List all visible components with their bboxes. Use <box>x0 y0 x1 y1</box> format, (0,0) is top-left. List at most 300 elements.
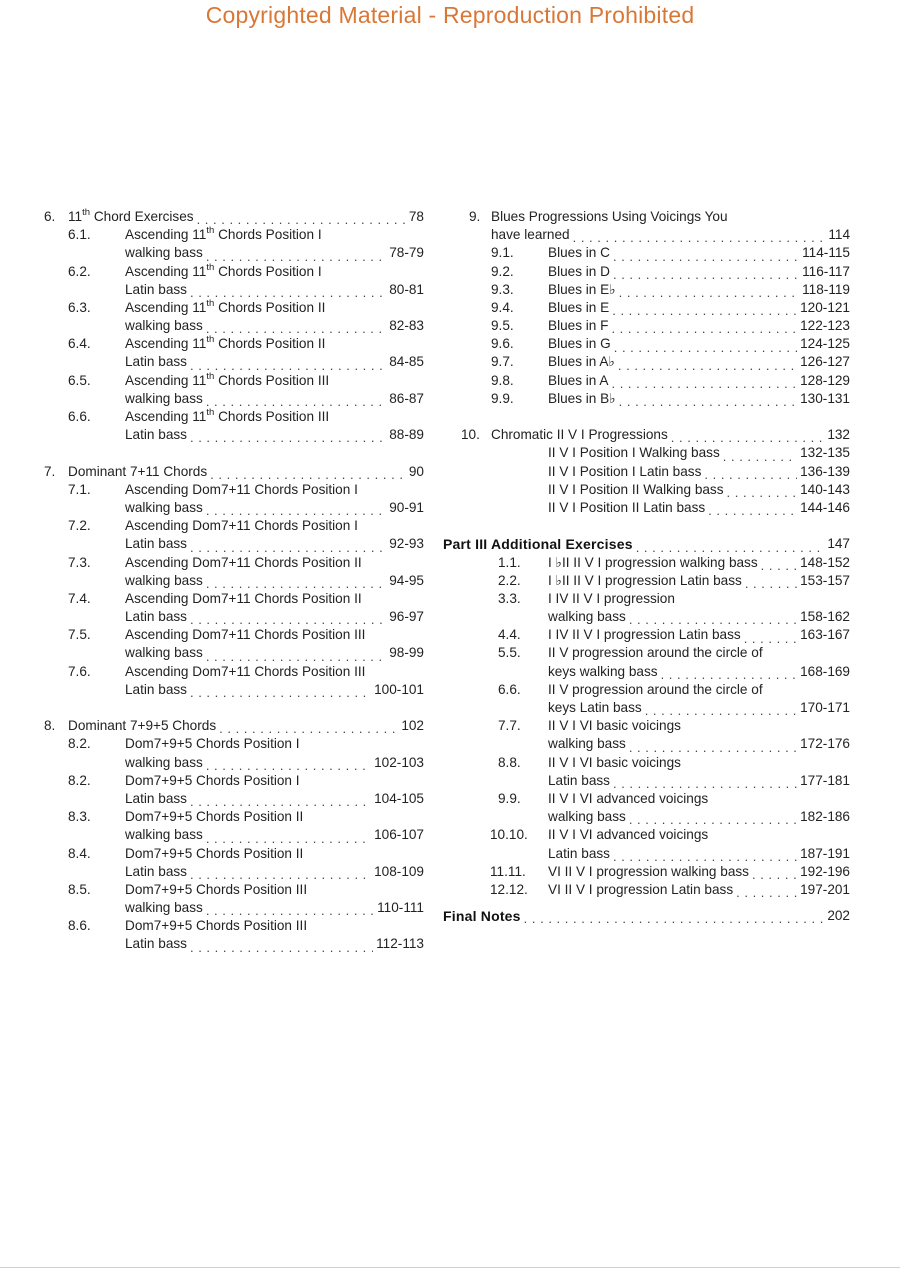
page-edge-line <box>0 1267 900 1268</box>
item-title: Ascending 11th Chords Position I <box>125 261 322 279</box>
item-title: Blues in A♭ <box>548 354 615 370</box>
dot-leader <box>614 342 797 354</box>
toc-exercise-12[interactable] <box>443 881 850 899</box>
toc-exercise-8-cont[interactable] <box>443 772 850 790</box>
toc-item-7-3[interactable] <box>44 554 424 572</box>
section-subtitle: have learned <box>491 227 570 243</box>
item-number: 10.10. <box>490 827 528 843</box>
dot-leader <box>197 214 406 226</box>
page-number: 118-119 <box>802 281 850 297</box>
page-number: 192-196 <box>800 863 850 879</box>
section-title: 11th Chord Exercises <box>68 206 194 224</box>
page-number: 90 <box>408 463 424 479</box>
dot-leader <box>661 669 798 681</box>
page-number: 177-181 <box>800 772 850 788</box>
item-number: 8.8. <box>498 754 521 770</box>
dot-leader <box>629 614 797 626</box>
item-title: I IV II V I progression Latin bass <box>548 627 741 643</box>
section-number: 6. <box>44 208 56 224</box>
item-title: Dom7+9+5 Chords Position III <box>125 918 308 934</box>
dot-leader <box>206 760 371 772</box>
toc-item-9-1[interactable] <box>443 244 850 262</box>
toc-item-7-2[interactable] <box>44 517 424 535</box>
item-title: Ascending 11th Chords Position III <box>125 407 330 425</box>
page-number: 96-97 <box>389 609 424 625</box>
section-number: 8. <box>44 718 56 734</box>
dot-leader <box>206 323 386 335</box>
dot-leader <box>190 869 371 881</box>
item-subtitle: walking bass <box>548 736 626 752</box>
item-subtitle: walking bass <box>548 809 626 825</box>
page-number: 94-95 <box>389 572 424 588</box>
item-title: Ascending 11th Chords Position III <box>125 370 330 388</box>
item-title: Ascending 11th Chords Position I <box>125 225 322 243</box>
dot-leader <box>629 814 797 826</box>
dot-leader <box>206 251 386 263</box>
item-subtitle: Latin bass <box>125 863 187 879</box>
toc-item-7-1-cont[interactable] <box>44 499 424 517</box>
item-subtitle: keys walking bass <box>548 663 658 679</box>
dot-leader <box>611 378 797 390</box>
item-title: Dom7+9+5 Chords Position II <box>125 845 304 861</box>
dot-leader <box>736 887 797 899</box>
dot-leader <box>744 633 797 645</box>
dot-leader <box>619 396 797 408</box>
dot-leader <box>612 305 797 317</box>
toc-exercise-10-cont[interactable] <box>443 845 850 863</box>
item-number: 7.6. <box>68 663 91 679</box>
item-title: II V I Position I Latin bass <box>548 463 702 479</box>
toc-exercise-8[interactable] <box>443 754 850 772</box>
toc-exercise-3-cont[interactable] <box>443 608 850 626</box>
dot-leader <box>745 578 797 590</box>
page-number: 112-113 <box>376 936 424 952</box>
dot-leader <box>206 651 386 663</box>
item-subtitle: walking bass <box>125 245 203 261</box>
page-number: 104-105 <box>374 790 424 806</box>
item-title: Ascending Dom7+11 Chords Position III <box>125 663 366 679</box>
page-number: 98-99 <box>389 645 424 661</box>
item-title: Blues in G <box>548 336 611 352</box>
page-number: 153-157 <box>800 572 850 588</box>
dot-leader <box>206 905 374 917</box>
item-subtitle: Latin bass <box>125 427 187 443</box>
item-subtitle: walking bass <box>125 900 203 916</box>
toc-part-3[interactable] <box>443 535 850 553</box>
page-number: 88-89 <box>389 427 424 443</box>
toc-item-9-5[interactable] <box>443 317 850 335</box>
item-number: 9.9. <box>498 790 521 806</box>
item-title: VI II V I progression walking bass <box>548 863 749 879</box>
page-number: 114-115 <box>802 245 850 261</box>
toc-item-6-5-cont[interactable] <box>44 390 424 408</box>
toc-item-7-5-cont[interactable] <box>44 645 424 663</box>
toc-exercise-11[interactable] <box>443 863 850 881</box>
item-title: II V I VI advanced voicings <box>548 790 709 806</box>
toc-item-9-4[interactable] <box>443 299 850 317</box>
toc-exercise-6[interactable] <box>443 681 850 699</box>
page-number: 170-171 <box>800 700 850 716</box>
toc-exercise-10[interactable] <box>443 826 850 844</box>
toc-item-6-3[interactable] <box>44 299 424 317</box>
dot-leader <box>190 796 371 808</box>
copyright-watermark: Copyrighted Material - Reproduction Prohibited <box>205 2 695 28</box>
item-number: 6.3. <box>68 299 91 315</box>
page-number: 132-135 <box>800 445 850 461</box>
page-number: 90-91 <box>389 499 424 515</box>
item-number: 8.2. <box>68 772 91 788</box>
item-title: Blues in B♭ <box>548 390 616 406</box>
toc-item-10-2[interactable] <box>443 463 850 481</box>
dot-leader <box>219 723 398 735</box>
dot-leader <box>629 742 797 754</box>
toc-item-7-3-cont[interactable] <box>44 572 424 590</box>
dot-leader <box>190 942 373 954</box>
toc-exercise-5[interactable] <box>443 645 850 663</box>
toc-exercise-9-cont[interactable] <box>443 808 850 826</box>
toc-item-6-4[interactable] <box>44 335 424 353</box>
toc-item-7-5[interactable] <box>44 626 424 644</box>
toc-item-7-1[interactable] <box>44 481 424 499</box>
item-title: Dom7+9+5 Chords Position I <box>125 736 300 752</box>
item-title: Blues in A <box>548 372 609 388</box>
item-number: 6.5. <box>68 372 91 388</box>
item-number: 8.6. <box>68 918 91 934</box>
item-number: 9.4. <box>491 299 514 315</box>
section-number: 9. <box>469 208 481 224</box>
item-number: 6.2. <box>68 263 91 279</box>
toc-exercise-2[interactable] <box>443 572 850 590</box>
item-number: 8.4. <box>68 845 91 861</box>
page-number: 92-93 <box>389 536 424 552</box>
dot-leader <box>206 578 386 590</box>
page-number: 82-83 <box>389 318 424 334</box>
dot-leader <box>613 269 799 281</box>
page-number: 80-81 <box>389 281 424 297</box>
item-number: 6.4. <box>68 336 91 352</box>
page-number: 132 <box>827 427 850 443</box>
item-title: I ♭II II V I progression walking bass <box>548 554 758 570</box>
item-subtitle: Latin bass <box>125 281 187 297</box>
item-title: Ascending 11th Chords Position II <box>125 297 326 315</box>
toc-exercise-6-cont[interactable] <box>443 699 850 717</box>
dot-leader <box>573 232 826 244</box>
toc-item-8-3[interactable] <box>44 808 424 826</box>
item-subtitle: walking bass <box>125 827 203 843</box>
dot-leader <box>611 323 797 335</box>
item-title: Ascending Dom7+11 Chords Position II <box>125 590 362 606</box>
toc-section-10[interactable] <box>443 426 850 444</box>
page-number: 130-131 <box>800 390 850 406</box>
toc-exercise-5-cont[interactable] <box>443 663 850 681</box>
toc-section-8[interactable] <box>44 717 424 735</box>
page-number: 136-139 <box>800 463 850 479</box>
page-number: 108-109 <box>374 863 424 879</box>
item-subtitle: Latin bass <box>125 536 187 552</box>
item-subtitle: walking bass <box>125 754 203 770</box>
dot-leader <box>524 913 825 925</box>
item-number: 8.3. <box>68 809 91 825</box>
toc-item-10-1[interactable] <box>443 444 850 462</box>
dot-leader <box>704 469 797 481</box>
toc-item-9-7[interactable] <box>443 354 850 372</box>
page-number: 168-169 <box>800 663 850 679</box>
dot-leader <box>708 505 797 517</box>
dot-leader <box>190 360 386 372</box>
page-number: 148-152 <box>800 554 850 570</box>
toc-item-6-2[interactable] <box>44 263 424 281</box>
toc-exercise-3[interactable] <box>443 590 850 608</box>
dot-leader <box>190 432 386 444</box>
page-number: 144-146 <box>800 499 850 515</box>
dot-leader <box>206 505 386 517</box>
item-number: 7.4. <box>68 590 91 606</box>
toc-item-8-3-cont[interactable] <box>44 826 424 844</box>
toc-item-8-b-cont[interactable] <box>44 790 424 808</box>
item-number: 5.5. <box>498 645 521 661</box>
toc-item-8-5[interactable] <box>44 881 424 899</box>
item-title: I ♭II II V I progression Latin bass <box>548 572 742 588</box>
toc-exercise-7-cont[interactable] <box>443 735 850 753</box>
section-title: Chromatic II V I Progressions <box>491 427 668 443</box>
toc-item-6-5[interactable] <box>44 372 424 390</box>
item-subtitle: walking bass <box>125 572 203 588</box>
item-subtitle: keys Latin bass <box>548 700 642 716</box>
page-number: 140-143 <box>800 481 850 497</box>
toc-item-8-4-cont[interactable] <box>44 863 424 881</box>
page-number: 100-101 <box>374 681 424 697</box>
item-number: 6.1. <box>68 227 91 243</box>
item-subtitle: walking bass <box>125 390 203 406</box>
item-subtitle: Latin bass <box>548 845 610 861</box>
toc-item-6-6[interactable] <box>44 408 424 426</box>
toc-right-column <box>443 208 850 925</box>
toc-item-7-2-cont[interactable] <box>44 535 424 553</box>
item-number: 9.8. <box>491 372 514 388</box>
page-number: 172-176 <box>800 736 850 752</box>
toc-item-6-2-cont[interactable] <box>44 281 424 299</box>
item-title: Ascending 11th Chords Position II <box>125 334 326 352</box>
toc-item-6-3-cont[interactable] <box>44 317 424 335</box>
toc-section-9[interactable] <box>443 208 850 226</box>
item-subtitle: Latin bass <box>125 609 187 625</box>
toc-section-6[interactable] <box>44 208 424 226</box>
item-title: Dom7+9+5 Chords Position I <box>125 772 300 788</box>
item-number: 9.1. <box>491 245 514 261</box>
item-title: Blues in D <box>548 263 610 279</box>
page-number: 116-117 <box>802 263 850 279</box>
item-title: II V I Position II Walking bass <box>548 481 724 497</box>
section-title: Blues Progressions Using Voicings You <box>491 208 728 224</box>
item-number: 11.11. <box>490 863 526 879</box>
toc-section-7[interactable] <box>44 463 424 481</box>
item-title: Dom7+9+5 Chords Position II <box>125 809 304 825</box>
item-number: 2.2. <box>498 572 521 588</box>
item-number: 1.1. <box>498 554 521 570</box>
page-number: 84-85 <box>389 354 424 370</box>
page-number: 128-129 <box>800 372 850 388</box>
toc-final-notes[interactable] <box>443 907 850 925</box>
toc-exercise-4[interactable] <box>443 626 850 644</box>
dot-leader <box>671 432 825 444</box>
toc-item-7-6[interactable] <box>44 663 424 681</box>
toc-exercise-1[interactable] <box>443 554 850 572</box>
item-number: 9.9. <box>491 390 514 406</box>
toc-item-8-a-cont[interactable] <box>44 754 424 772</box>
toc-item-7-6-cont[interactable] <box>44 681 424 699</box>
item-title: II V progression around the circle of <box>548 681 763 697</box>
toc-item-8-6[interactable] <box>44 917 424 935</box>
item-subtitle: Latin bass <box>125 790 187 806</box>
item-subtitle: Latin bass <box>125 681 187 697</box>
item-number: 4.4. <box>498 627 521 643</box>
item-title: Blues in F <box>548 318 609 334</box>
item-subtitle: Latin bass <box>125 936 187 952</box>
page-number: 158-162 <box>800 609 850 625</box>
item-subtitle: walking bass <box>125 318 203 334</box>
dot-leader <box>618 360 797 372</box>
toc-item-10-3[interactable] <box>443 481 850 499</box>
page-number: 86-87 <box>389 390 424 406</box>
page-number: 124-125 <box>800 336 850 352</box>
page-number: 78-79 <box>389 245 424 261</box>
item-number: 7.5. <box>68 627 91 643</box>
toc-item-10-4[interactable] <box>443 499 850 517</box>
item-title: II V I VI advanced voicings <box>548 827 709 843</box>
final-notes-title: Final Notes <box>443 908 521 925</box>
toc-item-6-1-cont[interactable] <box>44 244 424 262</box>
item-subtitle: Latin bass <box>125 354 187 370</box>
dot-leader <box>613 851 797 863</box>
dot-leader <box>613 251 799 263</box>
page-number: 163-167 <box>800 627 850 643</box>
item-number: 9.3. <box>491 281 514 297</box>
toc-item-9-8[interactable] <box>443 372 850 390</box>
dot-leader <box>190 287 386 299</box>
toc-item-9-3[interactable] <box>443 281 850 299</box>
section-number: 10. <box>461 427 480 443</box>
page-number: 187-191 <box>800 845 850 861</box>
page-number: 78 <box>408 208 424 224</box>
item-title: II V progression around the circle of <box>548 645 763 661</box>
page-number: 182-186 <box>800 809 850 825</box>
item-number: 7.1. <box>68 481 91 497</box>
item-title: Dom7+9+5 Chords Position III <box>125 881 308 897</box>
toc-item-9-9[interactable] <box>443 390 850 408</box>
item-number: 12.12. <box>490 881 528 897</box>
toc-exercise-9[interactable] <box>443 790 850 808</box>
item-title: II V I Position II Latin bass <box>548 499 706 515</box>
page-number: 147 <box>827 536 850 552</box>
item-title: Blues in E♭ <box>548 281 616 297</box>
dot-leader <box>723 451 797 463</box>
item-title: II V I Position I Walking bass <box>548 445 720 461</box>
page-number: 102 <box>401 718 424 734</box>
toc-item-8-5-cont[interactable] <box>44 899 424 917</box>
item-title: Blues in E <box>548 299 610 315</box>
item-number: 3.3. <box>498 590 521 606</box>
page-number: 202 <box>827 908 850 924</box>
section-title: Dominant 7+9+5 Chords <box>68 718 217 734</box>
page-number: 120-121 <box>800 299 850 315</box>
dot-leader <box>761 560 797 572</box>
item-number: 6.6. <box>498 681 521 697</box>
toc-item-8-4[interactable] <box>44 845 424 863</box>
toc-item-6-1[interactable] <box>44 226 424 244</box>
toc-item-7-4[interactable] <box>44 590 424 608</box>
page-number: 122-123 <box>800 318 850 334</box>
page-number: 102-103 <box>374 754 424 770</box>
toc-item-9-6[interactable] <box>443 335 850 353</box>
dot-leader <box>206 833 371 845</box>
item-number: 9.7. <box>491 354 514 370</box>
section-title: Dominant 7+11 Chords <box>68 463 208 479</box>
dot-leader <box>752 869 797 881</box>
part-title: Part III Additional Exercises <box>443 536 633 553</box>
dot-leader <box>636 542 825 554</box>
item-subtitle: Latin bass <box>548 772 610 788</box>
toc-item-6-4-cont[interactable] <box>44 354 424 372</box>
toc-item-8-6-cont[interactable] <box>44 936 424 954</box>
item-title: VI II V I progression Latin bass <box>548 881 734 897</box>
item-subtitle: walking bass <box>125 499 203 515</box>
item-title: Ascending Dom7+11 Chords Position I <box>125 518 358 534</box>
page-number: 114 <box>828 227 850 243</box>
item-title: Ascending Dom7+11 Chords Position III <box>125 627 366 643</box>
toc-section-9-cont[interactable] <box>443 226 850 244</box>
page-number: 106-107 <box>374 827 424 843</box>
item-title: II V I VI basic voicings <box>548 718 681 734</box>
item-subtitle: walking bass <box>125 645 203 661</box>
item-number: 7.3. <box>68 554 91 570</box>
toc-left-column <box>44 208 424 954</box>
item-title: II V I VI basic voicings <box>548 754 681 770</box>
item-number: 6.6. <box>68 409 91 425</box>
page-number: 126-127 <box>800 354 850 370</box>
item-number: 8.2. <box>68 736 91 752</box>
toc-item-8-b[interactable] <box>44 772 424 790</box>
item-subtitle: walking bass <box>548 609 626 625</box>
dot-leader <box>206 396 386 408</box>
item-number: 9.6. <box>491 336 514 352</box>
page-number: 197-201 <box>800 881 850 897</box>
dot-leader <box>210 469 406 481</box>
item-title: Blues in C <box>548 245 610 261</box>
item-number: 7.7. <box>498 718 521 734</box>
item-title: Ascending Dom7+11 Chords Position II <box>125 554 362 570</box>
item-number: 9.5. <box>491 318 514 334</box>
page-number: 110-111 <box>377 900 424 916</box>
item-number: 7.2. <box>68 518 91 534</box>
item-title: Ascending Dom7+11 Chords Position I <box>125 481 358 497</box>
toc-item-7-4-cont[interactable] <box>44 608 424 626</box>
section-number: 7. <box>44 463 56 479</box>
dot-leader <box>613 778 797 790</box>
dot-leader <box>645 705 797 717</box>
item-number: 9.2. <box>491 263 514 279</box>
dot-leader <box>727 487 798 499</box>
dot-leader <box>619 287 800 299</box>
toc-item-9-2[interactable] <box>443 263 850 281</box>
toc-exercise-7[interactable] <box>443 717 850 735</box>
dot-leader <box>190 614 386 626</box>
item-number: 8.5. <box>68 881 91 897</box>
item-title: I IV II V I progression <box>548 590 675 606</box>
toc-item-8-a[interactable] <box>44 735 424 753</box>
toc-item-6-6-cont[interactable] <box>44 426 424 444</box>
dot-leader <box>190 542 386 554</box>
dot-leader <box>190 687 371 699</box>
